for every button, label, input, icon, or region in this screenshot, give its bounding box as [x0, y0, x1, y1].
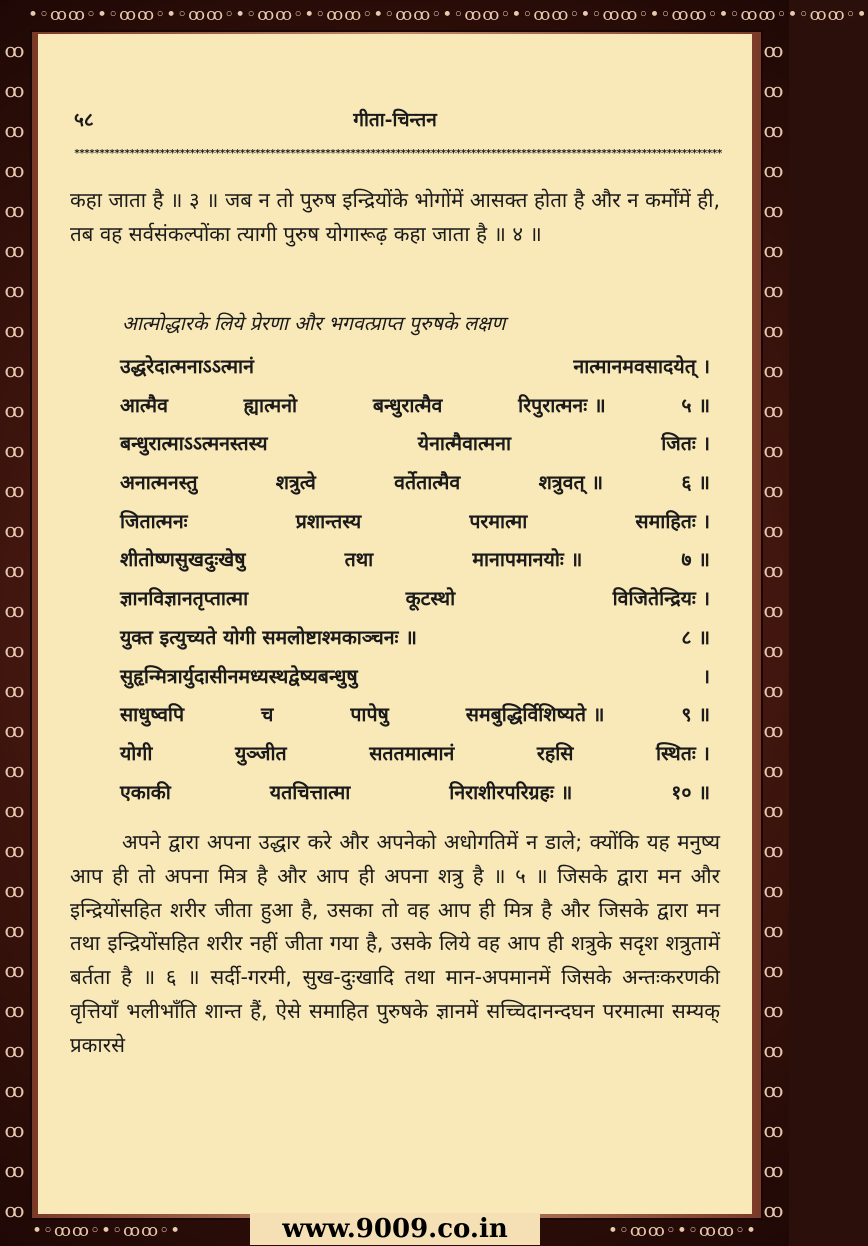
verse-line	[120, 774, 710, 813]
verse-word: ६ ॥	[681, 471, 710, 495]
verse-word: नात्मानमवसादयेत् ।	[573, 355, 710, 378]
verse-word: मानापमानयोः ॥	[472, 548, 583, 572]
verse-word: जितात्मनः	[120, 509, 188, 533]
verse-word: ८ ॥	[681, 625, 710, 649]
right-border-ornament: ꝏꝏꝏꝏꝏꝏꝏꝏꝏꝏꝏꝏꝏꝏꝏꝏꝏꝏꝏꝏꝏꝏꝏꝏꝏꝏꝏꝏꝏꝏ	[763, 38, 785, 1222]
verse-word: एकाकी	[120, 780, 171, 804]
verse-word: उद्धरेदात्मनाऽऽत्मानं	[120, 355, 254, 378]
verse-word: १० ॥	[671, 780, 710, 804]
verse-word: वर्तेतात्मैव	[394, 471, 461, 495]
verse-line	[120, 580, 710, 619]
verse-word: ह्यात्मनो	[243, 393, 298, 417]
verse-word: ज्ञानविज्ञानतृप्तात्मा	[120, 587, 249, 611]
verse-word: युक्त इत्युच्यते योगी समलोष्टाश्मकाञ्चनः ॥	[120, 625, 417, 649]
paragraph-commentary: अपने द्वारा अपना उद्धार करे और अपनेको अधोगतिमें न डाले; क्योंकि यह मनुष्य आप ही तो अपना मित्र है और आप ही अपना शत्रु है ॥ ५ ॥ जिसके द्वारा मन और इन्द्रियोंसहित शरीर जीता हुआ है, उसका तो वह आप ही मित्र है और जिसके द्वारा मन तथा इन्द्रियोंसहित शरीर नहीं जीता गया है, उसके लिये वह आप ही शत्रुके सदृश शत्रुतामें बर्तता है ॥ ६ ॥ सर्दी-गरमी, सुख-दुःखादि तथा मान-अपमानमें जिसके अन्तःकरणकी वृत्तियाँ भलीभाँति शान्त हैं, ऐसे समाहित पुरुषके ज्ञानमें सच्चिदानन्दघन परमात्मा सम्यक् प्रकारसे	[70, 830, 720, 1057]
paragraph-intro: कहा जाता है ॥ ३ ॥ जब न तो पुरुष इन्द्रियोंके भोगोंमें आसक्त होता है और न कर्मोंमें ही, तब वह सर्वसंकल्पोंका त्यागी पुरुष योगारूढ़ कहा जाता है ॥ ४ ॥	[70, 188, 720, 246]
book-page	[38, 34, 752, 1214]
verse-word: ।	[702, 664, 710, 688]
verse-word: तथा	[344, 548, 374, 572]
section-heading: आत्मोद्धारके लिये प्रेरणा और भगवत्प्राप्त पुरुषके लक्षण	[122, 312, 506, 335]
verse-word: ५ ॥	[681, 393, 710, 417]
left-border-ornament: ꝏꝏꝏꝏꝏꝏꝏꝏꝏꝏꝏꝏꝏꝏꝏꝏꝏꝏꝏꝏꝏꝏꝏꝏꝏꝏꝏꝏꝏꝏ	[4, 38, 26, 1222]
verse-word: बन्धुरात्मैव	[372, 393, 443, 417]
bottom-left-ornament: •◦ꝏꝏ◦•◦ꝏꝏ◦•	[32, 1221, 182, 1241]
verse-line	[120, 348, 710, 387]
verse-word: शीतोष्णसुखदुःखेषु	[120, 548, 246, 572]
verse-line	[120, 541, 710, 580]
verse-word: रहसि	[536, 741, 574, 765]
verse-word: आत्मैव	[120, 393, 168, 417]
verse-word: समबुद्धिर्विशिष्यते ॥	[465, 703, 605, 727]
verse-word: अनात्मनस्तु	[120, 471, 198, 495]
verse-line	[120, 503, 710, 542]
verse-word: निराशीरपरिग्रहः ॥	[449, 780, 573, 804]
verse-word: योगी	[120, 741, 153, 765]
verse-word: शत्रुवत् ॥	[538, 471, 604, 495]
verse-line	[120, 425, 710, 464]
verse-word: प्रशान्तस्य	[295, 509, 362, 533]
bottom-right-ornament: •◦ꝏꝏ◦•◦ꝏꝏ◦•	[607, 1221, 757, 1241]
running-head: गीता-चिन्तन	[353, 109, 437, 131]
verse-word: पापेषु	[350, 703, 389, 727]
verse-word: बन्धुरात्माऽऽत्मनस्तस्य	[120, 432, 268, 456]
verse-word: समाहितः ।	[635, 509, 710, 533]
top-border-ornament: •◦ꝏꝏ◦•◦ꝏꝏ◦•◦ꝏꝏ◦•◦ꝏꝏ◦•◦ꝏꝏ◦•◦ꝏꝏ◦•◦ꝏꝏ◦•◦ꝏꝏ◦•◦ꝏꝏ◦•◦ꝏꝏ◦•◦ꝏꝏ◦•◦ꝏꝏ◦•	[28, 5, 868, 25]
verse-word: सुहृन्मित्रार्युदासीनमध्यस्थद्वेष्यबन्धुषु	[120, 664, 358, 688]
site-link[interactable]: www.9009.co.in	[250, 1213, 540, 1245]
verse-word: कूटस्थो	[405, 587, 456, 611]
verse-word: च	[261, 703, 274, 727]
verse-word: साधुष्वपि	[120, 703, 185, 727]
page-number: ५८	[74, 109, 94, 131]
verse-word: सततमात्मानं	[369, 741, 455, 765]
verse-block	[120, 348, 710, 812]
verse-word: येनात्मैवात्मना	[417, 432, 511, 456]
verse-word: यतचित्तात्मा	[269, 780, 351, 804]
verse-line	[120, 658, 710, 697]
verse-word: ७ ॥	[681, 548, 710, 572]
verse-line	[120, 735, 710, 774]
star-separator: *********************************************************************************************************************************	[74, 148, 722, 159]
verse-word: जितः ।	[661, 432, 710, 456]
verse-line	[120, 619, 710, 658]
page-header	[38, 106, 752, 136]
verse-word: परमात्मा	[469, 509, 528, 533]
verse-line	[120, 464, 710, 503]
verse-word: स्थितः ।	[656, 741, 710, 765]
verse-word: रिपुरात्मनः ॥	[518, 393, 606, 417]
verse-word: युञ्जीत	[234, 741, 287, 765]
verse-word: शत्रुत्वे	[275, 471, 316, 495]
verse-line	[120, 696, 710, 735]
verse-word: विजितेन्द्रियः ।	[612, 587, 710, 611]
verse-line	[120, 387, 710, 426]
verse-word: ९ ॥	[681, 703, 710, 727]
